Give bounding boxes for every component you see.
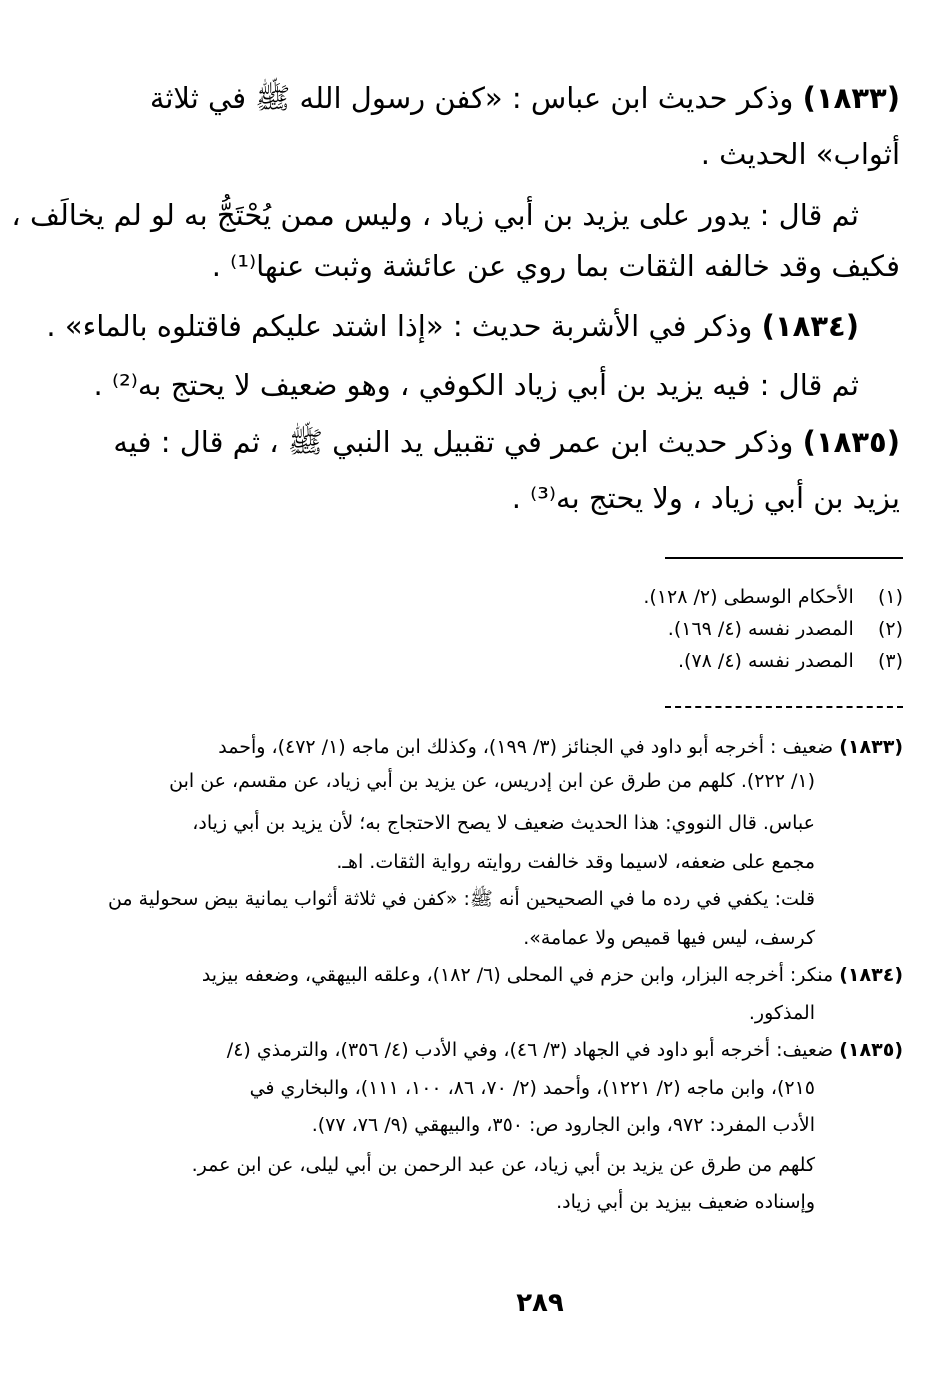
main-line-2 bbox=[701, 134, 900, 174]
main-text: وذكر في الأشربة حديث : «إذا اشتد عليكم فاقتلوه بالماء» . bbox=[46, 309, 753, 343]
note-text: وإسناده ضعيف بيزيد بن أبي زياد. bbox=[556, 1191, 815, 1213]
note-text: ضعيف: أخرجه أبو داود في الجهاد (٣/ ٤٦)، وفي الأدب (٤/ ٣٥٦)، والترمذي (٤/ bbox=[226, 1039, 834, 1061]
note-text: عباس. قال النووي: هذا الحديث ضعيف لا يصح الاحتجاج به؛ لأن يزيد بن أبي زياد، bbox=[192, 812, 815, 834]
author-footnote-1 bbox=[643, 584, 903, 610]
note-number: (١٨٣٤) bbox=[839, 964, 903, 986]
editor-note-line-3 bbox=[192, 810, 815, 836]
editor-note-line-8 bbox=[749, 1000, 815, 1026]
footnote-number: (١) bbox=[877, 586, 903, 608]
footnote-number: (٢) bbox=[877, 618, 903, 640]
note-text: مجمع على ضعفه، لاسيما وقد خالفت روايته رواية الثقات. اهـ. bbox=[336, 851, 815, 873]
author-footnote-3 bbox=[678, 648, 903, 674]
author-footnote-2 bbox=[668, 616, 903, 642]
main-text: وذكر حديث ابن عمر في تقبيل يد النبي ﷺ ، ثم قال : فيه bbox=[113, 425, 794, 459]
footnote-text: المصدر نفسه (٤/ ٧٨). bbox=[678, 650, 854, 672]
hadith-number: (١٨٣٤) bbox=[761, 309, 859, 343]
footnote-text: المصدر نفسه (٤/ ١٦٩). bbox=[667, 618, 854, 640]
main-text: أثواب» الحديث . bbox=[700, 137, 900, 171]
editor-note-line-11 bbox=[312, 1112, 815, 1138]
editor-notes-separator bbox=[665, 706, 903, 708]
editor-note-line-13 bbox=[556, 1189, 815, 1215]
footnote-number: (٣) bbox=[877, 650, 903, 672]
note-text: قلت: يكفي في رده ما في الصحيحين أنه ﷺ: «كفن في ثلاثة أثواب يمانية بيض سحولية من bbox=[107, 888, 815, 910]
hadith-number: (١٨٣٣) bbox=[802, 81, 900, 115]
main-line-7 bbox=[113, 422, 900, 462]
editor-note-line-2 bbox=[169, 768, 815, 794]
footnote-text: الأحكام الوسطى (٢/ ١٢٨). bbox=[643, 586, 854, 608]
note-text: كلهم من طرق عن يزيد بن أبي زياد، عن عبد الرحمن بن أبي ليلى، عن ابن عمر. bbox=[191, 1154, 815, 1176]
note-text: ٢١٥)، وابن ماجه (٢/ ١٢٢١)، وأحمد (٢/ ٧٠، ٨٦، ١٠٠، ١١١)، والبخاري في bbox=[249, 1077, 815, 1099]
main-line-5 bbox=[46, 306, 859, 346]
main-text: ثم قال : فيه يزيد بن أبي زياد الكوفي ، وهو ضعيف لا يحتج به⁽²⁾ . bbox=[93, 368, 859, 402]
note-text: الأدب المفرد: ٩٧٢، وابن الجارود ص: ٣٥٠، والبيهقي (٩/ ٧٦، ٧٧). bbox=[311, 1114, 815, 1136]
note-number: (١٨٣٥) bbox=[839, 1039, 903, 1061]
main-line-1 bbox=[149, 78, 900, 118]
main-line-3 bbox=[11, 195, 859, 235]
editor-note-line-5 bbox=[108, 886, 815, 912]
note-text: ضعيف : أخرجه أبو داود في الجنائز (٣/ ١٩٩)، وكذلك ابن ماجه (١/ ٤٧٢)، وأحمد bbox=[218, 736, 834, 758]
footnote-separator bbox=[665, 557, 903, 559]
editor-note-line-7 bbox=[202, 962, 903, 988]
note-text: المذكور. bbox=[748, 1002, 815, 1024]
note-number: (١٨٣٣) bbox=[839, 736, 903, 758]
note-text: (١/ ٢٢٢). كلهم من طرق عن ابن إدريس، عن يزيد بن أبي زياد، عن مقسم، عن ابن bbox=[169, 770, 815, 792]
editor-note-line-9 bbox=[227, 1037, 903, 1063]
page-number: ٢٨٩ bbox=[516, 1288, 564, 1318]
editor-note-line-12 bbox=[192, 1152, 815, 1178]
editor-note-line-1 bbox=[218, 734, 903, 760]
editor-note-line-10 bbox=[250, 1075, 815, 1101]
main-line-4 bbox=[212, 246, 900, 286]
main-line-8 bbox=[512, 478, 900, 518]
note-text: كرسف، ليس فيها قميص ولا عمامة». bbox=[523, 927, 815, 949]
note-text: منكر: أخرجه البزار، وابن حزم في المحلى (٦/ ١٨٢)، وعلقه البيهقي، وضعفه بيزيد bbox=[201, 964, 834, 986]
hadith-number: (١٨٣٥) bbox=[802, 425, 900, 459]
editor-note-line-6 bbox=[523, 925, 815, 951]
main-line-6 bbox=[94, 365, 859, 405]
main-text: يزيد بن أبي زياد ، ولا يحتج به⁽³⁾ . bbox=[511, 481, 900, 515]
main-text: ثم قال : يدور على يزيد بن أبي زياد ، وليس ممن يُحْتَجُّ به لو لم يخالَف ، bbox=[11, 198, 859, 232]
main-text: فكيف وقد خالفه الثقات بما روي عن عائشة وثبت عنها⁽¹⁾ . bbox=[211, 249, 900, 283]
main-text: وذكر حديث ابن عباس : «كفن رسول الله ﷺ في ثلاثة bbox=[149, 81, 794, 115]
editor-note-line-4 bbox=[336, 849, 815, 875]
